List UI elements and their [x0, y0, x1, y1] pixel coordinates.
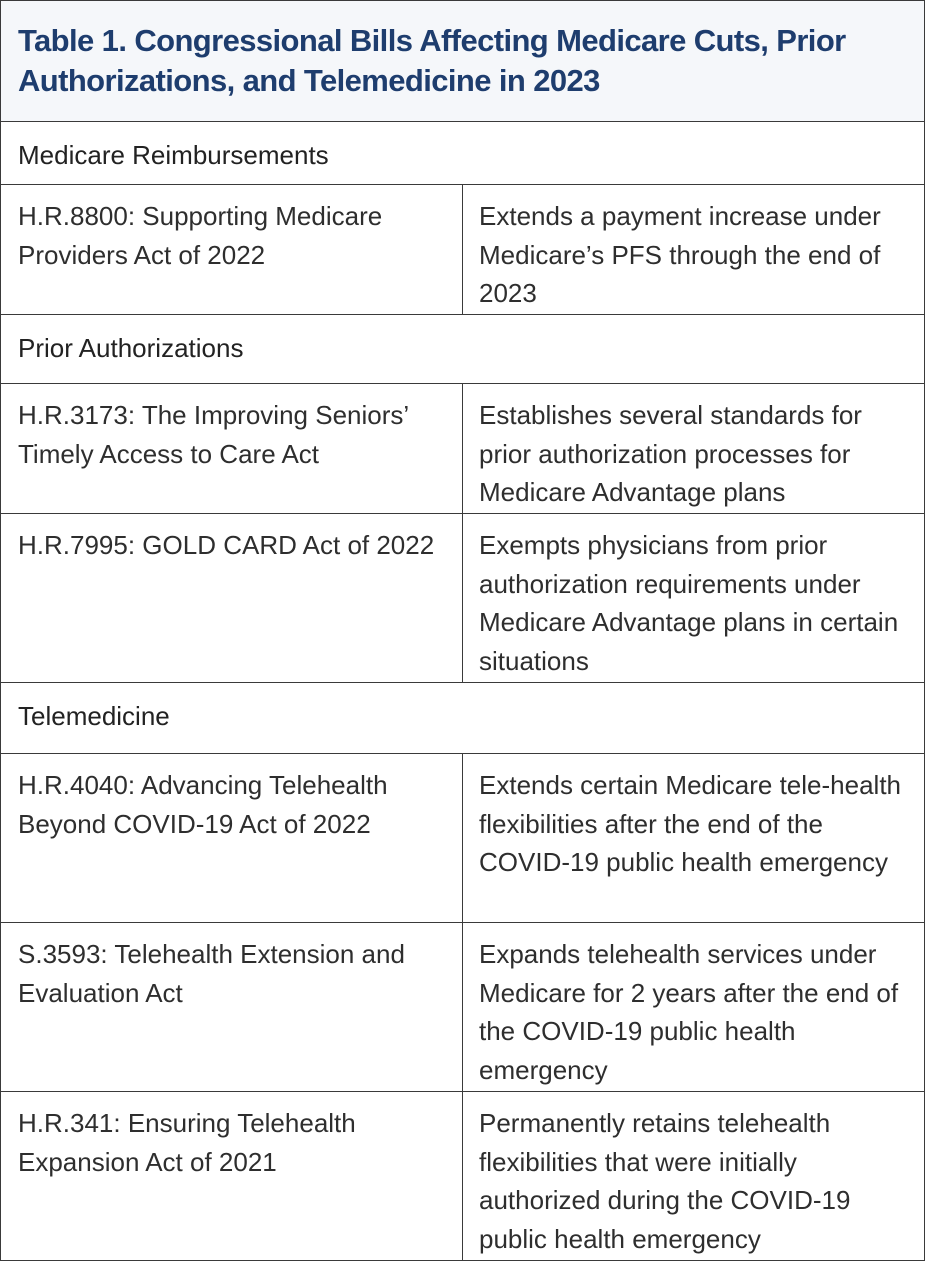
bill-name: H.R.3173: The Improving Seniors’ Timely Access to Care Act	[18, 400, 409, 469]
bill-name: H.R.7995: GOLD CARD Act of 2022	[18, 530, 435, 560]
bill-cell	[1, 754, 463, 923]
bill-name: S.3593: Telehealth Extension and Evaluation Act	[18, 939, 405, 1008]
section-heading-cell	[1, 122, 925, 185]
description-cell	[463, 754, 925, 923]
section-heading: Medicare Reimbursements	[18, 140, 329, 170]
table-row	[1, 1092, 925, 1261]
table-row	[1, 384, 925, 514]
table-title: Table 1. Congressional Bills Affecting Medicare Cuts, Prior Authorizations, and Telemedicine in 2023	[18, 23, 846, 98]
bill-name: H.R.4040: Advancing Telehealth Beyond COVID-19 Act of 2022	[18, 770, 388, 839]
section-heading: Prior Authorizations	[18, 333, 244, 363]
bill-description: Expands telehealth services under Medicare for 2 years after the end of the COVID-19 public health emergency	[479, 939, 899, 1085]
description-cell	[463, 384, 925, 514]
bill-description: Extends certain Medicare tele-health flexibilities after the end of the COVID-19 public health emergency	[479, 770, 902, 877]
section-row-telemedicine	[1, 683, 925, 754]
bill-description: Exempts physicians from prior authorization requirements under Medicare Advantage plans in certain situations	[479, 530, 899, 676]
bill-description: Permanently retains telehealth flexibilities that were initially authorized during the COVID-19 public health emergency	[479, 1108, 851, 1254]
table-row	[1, 514, 925, 683]
title-cell	[1, 1, 925, 122]
bill-cell	[1, 384, 463, 514]
title-row	[1, 1, 925, 122]
table-row	[1, 185, 925, 315]
bill-cell	[1, 514, 463, 683]
description-cell	[463, 1092, 925, 1261]
section-heading: Telemedicine	[18, 701, 170, 731]
bill-description: Establishes several standards for prior authorization processes for Medicare Advantage plans	[479, 400, 862, 507]
table-row	[1, 923, 925, 1092]
description-cell	[463, 923, 925, 1092]
bill-cell	[1, 185, 463, 315]
section-row-medicare-reimbursements	[1, 122, 925, 185]
description-cell	[463, 514, 925, 683]
table-row	[1, 754, 925, 923]
bill-cell	[1, 1092, 463, 1261]
bill-description: Extends a payment increase under Medicare’s PFS through the end of 2023	[479, 201, 881, 308]
description-cell	[463, 185, 925, 315]
bill-name: H.R.8800: Supporting Medicare Providers Act of 2022	[18, 201, 383, 270]
bill-name: H.R.341: Ensuring Telehealth Expansion Act of 2021	[18, 1108, 356, 1177]
section-heading-cell	[1, 315, 925, 384]
bill-cell	[1, 923, 463, 1092]
section-heading-cell	[1, 683, 925, 754]
section-row-prior-authorizations	[1, 315, 925, 384]
